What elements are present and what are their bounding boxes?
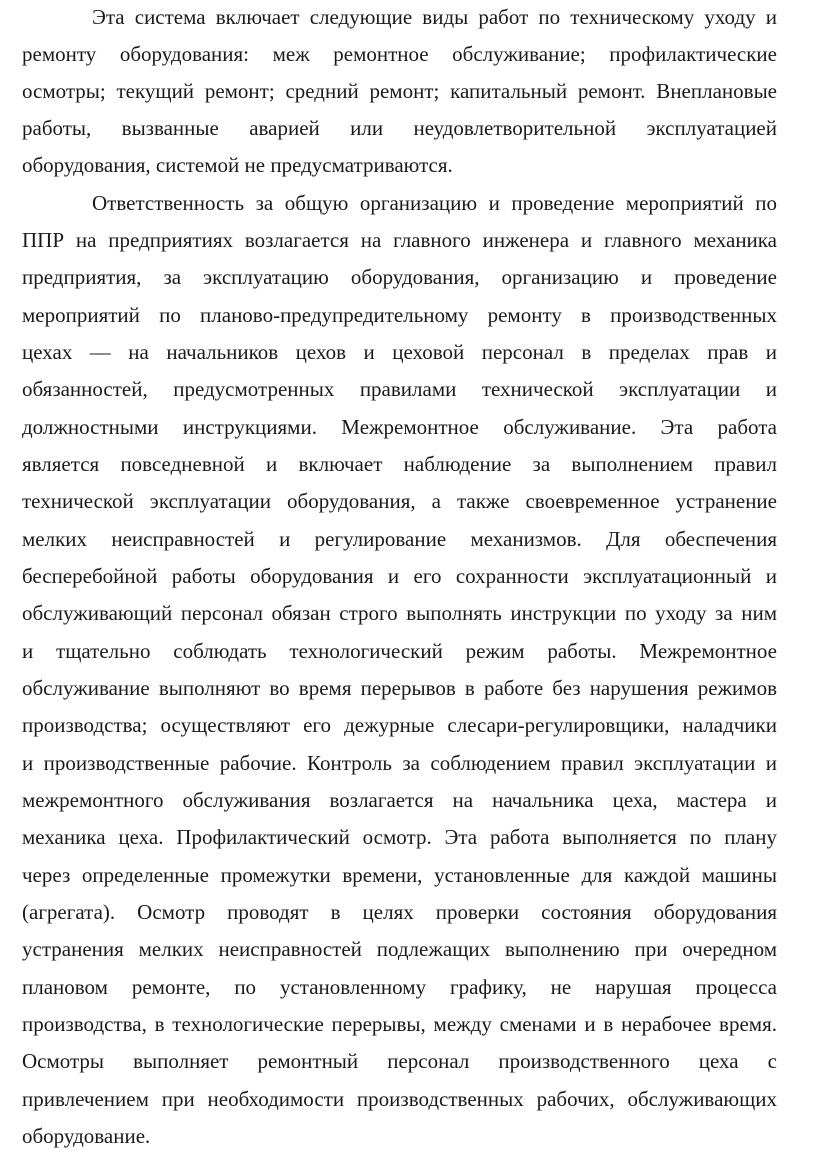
paragraph-2-line-20: (агрегата). Осмотр проводят в целях проверки состояния оборудования xyxy=(22,900,777,924)
paragraph-2-line-17: межремонтного обслуживания возлагается на начальника цеха, мастера и xyxy=(22,788,777,812)
paragraph-1-line-3: осмотры; текущий ремонт; средний ремонт; капитальный ремонт. Внеплановые xyxy=(22,79,777,103)
paragraph-2-line-9: технической эксплуатации оборудования, а также своевременное устранение xyxy=(22,489,777,513)
paragraph-2-line-21: устранения мелких неисправностей подлежащих выполнению при очередном xyxy=(22,937,777,961)
paragraph-1-line-5: оборудования, системой не предусматриваются. xyxy=(22,153,453,177)
paragraph-1-line-4: работы, вызванные аварией или неудовлетворительной эксплуатацией xyxy=(22,116,777,140)
paragraph-2-line-22: плановом ремонте, по установленному графику, не нарушая процесса xyxy=(22,975,777,999)
paragraph-2-line-25: привлечением при необходимости производственных рабочих, обслуживающих xyxy=(22,1087,777,1111)
paragraph-1-line-2: ремонту оборудования: меж ремонтное обслуживание; профилактические xyxy=(22,42,777,66)
paragraph-1-line-1: Эта система включает следующие виды работ по техническому уходу и xyxy=(92,5,777,29)
paragraph-2-line-24: Осмотры выполняет ремонтный персонал производственного цеха с xyxy=(22,1049,777,1073)
paragraph-2-line-16: и производственные рабочие. Контроль за соблюдением правил эксплуатации и xyxy=(22,751,777,775)
paragraph-2-line-8: является повседневной и включает наблюдение за выполнением правил xyxy=(22,452,777,476)
paragraph-2-line-23: производства, в технологические перерывы, между сменами и в нерабочее время. xyxy=(22,1012,777,1036)
paragraph-2-line-10: мелких неисправностей и регулирование механизмов. Для обеспечения xyxy=(22,527,777,551)
paragraph-2-line-13: и тщательно соблюдать технологический режим работы. Межремонтное xyxy=(22,639,777,663)
paragraph-2-line-1: Ответственность за общую организацию и проведение мероприятий по xyxy=(92,191,777,215)
paragraph-2-line-2: ППР на предприятиях возлагается на главного инженера и главного механика xyxy=(22,228,777,252)
paragraph-2-line-6: обязанностей, предусмотренных правилами технической эксплуатации и xyxy=(22,377,777,401)
paragraph-2-line-3: предприятия, за эксплуатацию оборудования, организацию и проведение xyxy=(22,265,777,289)
paragraph-2-line-14: обслуживание выполняют во время перерывов в работе без нарушения режимов xyxy=(22,676,777,700)
paragraph-2-line-19: через определенные промежутки времени, установленные для каждой машины xyxy=(22,863,777,887)
paragraph-2-line-15: производства; осуществляют его дежурные слесари-регулировщики, наладчики xyxy=(22,713,777,737)
paragraph-2-line-4: мероприятий по планово-предупредительному ремонту в производственных xyxy=(22,303,777,327)
paragraph-2-line-5: цехах — на начальников цехов и цеховой персонал в пределах прав и xyxy=(22,340,777,364)
paragraph-2-line-26: оборудование. xyxy=(22,1124,151,1148)
paragraph-2-line-7: должностными инструкциями. Межремонтное обслуживание. Эта работа xyxy=(22,415,777,439)
paragraph-2-line-18: механика цеха. Профилактический осмотр. Эта работа выполняется по плану xyxy=(22,825,777,849)
paragraph-2-line-11: бесперебойной работы оборудования и его сохранности эксплуатационный и xyxy=(22,564,777,588)
paragraph-2-line-12: обслуживающий персонал обязан строго выполнять инструкции по уходу за ним xyxy=(22,601,777,625)
